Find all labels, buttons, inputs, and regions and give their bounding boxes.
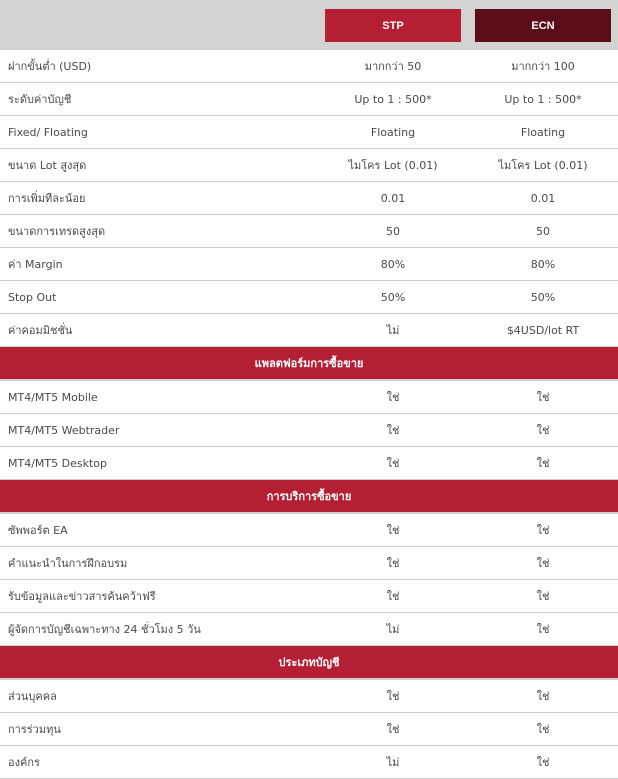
table-row	[0, 149, 618, 182]
ecn-value: ไมโคร Lot (0.01)	[498, 159, 588, 172]
table-row	[0, 281, 618, 314]
ecn-value: ใช่	[536, 524, 550, 537]
row-label: การเพิ่มทีละน้อย	[8, 192, 86, 205]
stp-value: ใช่	[386, 457, 400, 470]
stp-value: ใช่	[386, 590, 400, 603]
ecn-value: $4USD/lot RT	[506, 323, 580, 337]
ecn-value: ใช่	[536, 756, 550, 769]
ecn-value: 50	[536, 224, 550, 238]
stp-value: ใช่	[386, 557, 400, 570]
table-row	[0, 49, 618, 83]
row-label: ซัพพอร์ต EA	[8, 524, 68, 537]
ecn-value: ใช่	[536, 623, 550, 636]
section-header-service: การบริการซื้อขาย	[0, 480, 618, 513]
row-label: ขนาด Lot สูงสุด	[8, 159, 87, 172]
stp-value: ไม่	[386, 324, 400, 337]
ecn-value: ใช่	[536, 391, 550, 404]
ecn-value: ใช่	[536, 690, 550, 703]
ecn-value: ใช่	[536, 424, 550, 437]
row-label: ฝากขั้นต่ำ (USD)	[8, 60, 92, 73]
row-label: Stop Out	[8, 290, 57, 304]
row-label: ขนาดการเทรดสูงสุด	[8, 225, 106, 238]
stp-value: 80%	[380, 257, 406, 271]
row-label: ส่วนบุคคล	[8, 690, 57, 703]
table-row	[0, 182, 618, 215]
table-row	[0, 746, 618, 779]
table-row	[0, 547, 618, 580]
row-label: รับข้อมูลและข่าวสารค้นคว้าฟรี	[8, 590, 156, 603]
stp-value: ไม่	[386, 623, 400, 636]
platform-rows-group	[0, 380, 618, 480]
stp-value: ใช่	[386, 391, 400, 404]
stp-value: Floating	[370, 125, 416, 139]
row-label: คำแนะนำในการฝึกอบรม	[8, 557, 128, 570]
ecn-value: Floating	[520, 125, 566, 139]
stp-value: ไมโคร Lot (0.01)	[348, 159, 438, 172]
table-row	[0, 248, 618, 281]
ecn-value: 50%	[530, 290, 556, 304]
stp-value: ใช่	[386, 524, 400, 537]
row-label: MT4/MT5 Webtrader	[8, 423, 120, 437]
stp-value: 50	[386, 224, 400, 238]
column-header-bar	[0, 0, 618, 49]
account-rows-group	[0, 49, 618, 347]
table-row	[0, 613, 618, 646]
table-row	[0, 447, 618, 480]
table-row	[0, 83, 618, 116]
ecn-value: ใช่	[536, 590, 550, 603]
row-label: ค่าคอมมิชชั่น	[8, 324, 73, 337]
table-row	[0, 116, 618, 149]
table-row	[0, 215, 618, 248]
stp-value: มากกว่า 50	[364, 60, 422, 73]
stp-value: ใช่	[386, 690, 400, 703]
row-label: ผู้จัดการบัญชีเฉพาะทาง 24 ชั่วโมง 5 วัน	[8, 623, 201, 636]
row-label: Fixed/ Floating	[8, 125, 88, 139]
table-row	[0, 580, 618, 613]
ecn-value: มากกว่า 100	[511, 60, 575, 73]
ecn-value: ใช่	[536, 557, 550, 570]
row-label: การร่วมทุน	[8, 723, 61, 736]
account-type-rows-group	[0, 679, 618, 779]
stp-value: 0.01	[380, 191, 406, 205]
table-row	[0, 380, 618, 414]
ecn-value: ใช่	[536, 723, 550, 736]
ecn-value: 0.01	[530, 191, 556, 205]
section-header-account-type: ประเภทบัญชี	[0, 646, 618, 679]
ecn-column-header[interactable]: ECN	[475, 9, 611, 42]
row-label: MT4/MT5 Mobile	[8, 390, 98, 404]
comparison-table	[0, 49, 618, 779]
table-row	[0, 713, 618, 746]
stp-column-header[interactable]: STP	[325, 9, 461, 42]
stp-value: ใช่	[386, 723, 400, 736]
service-rows-group	[0, 513, 618, 646]
stp-value: 50%	[380, 290, 406, 304]
row-label: MT4/MT5 Desktop	[8, 456, 107, 470]
ecn-value: Up to 1 : 500*	[504, 92, 582, 106]
table-row	[0, 679, 618, 713]
table-row	[0, 314, 618, 347]
row-label: ค่า Margin	[8, 258, 63, 271]
stp-value: ใช่	[386, 424, 400, 437]
ecn-value: 80%	[530, 257, 556, 271]
row-label: ระดับค่าบัญชี	[8, 93, 72, 106]
ecn-value: ใช่	[536, 457, 550, 470]
row-label: องค์กร	[8, 756, 40, 769]
stp-value: ไม่	[386, 756, 400, 769]
table-row	[0, 513, 618, 547]
section-header-platform: แพลตฟอร์มการซื้อขาย	[0, 347, 618, 380]
table-row	[0, 414, 618, 447]
stp-value: Up to 1 : 500*	[354, 92, 432, 106]
